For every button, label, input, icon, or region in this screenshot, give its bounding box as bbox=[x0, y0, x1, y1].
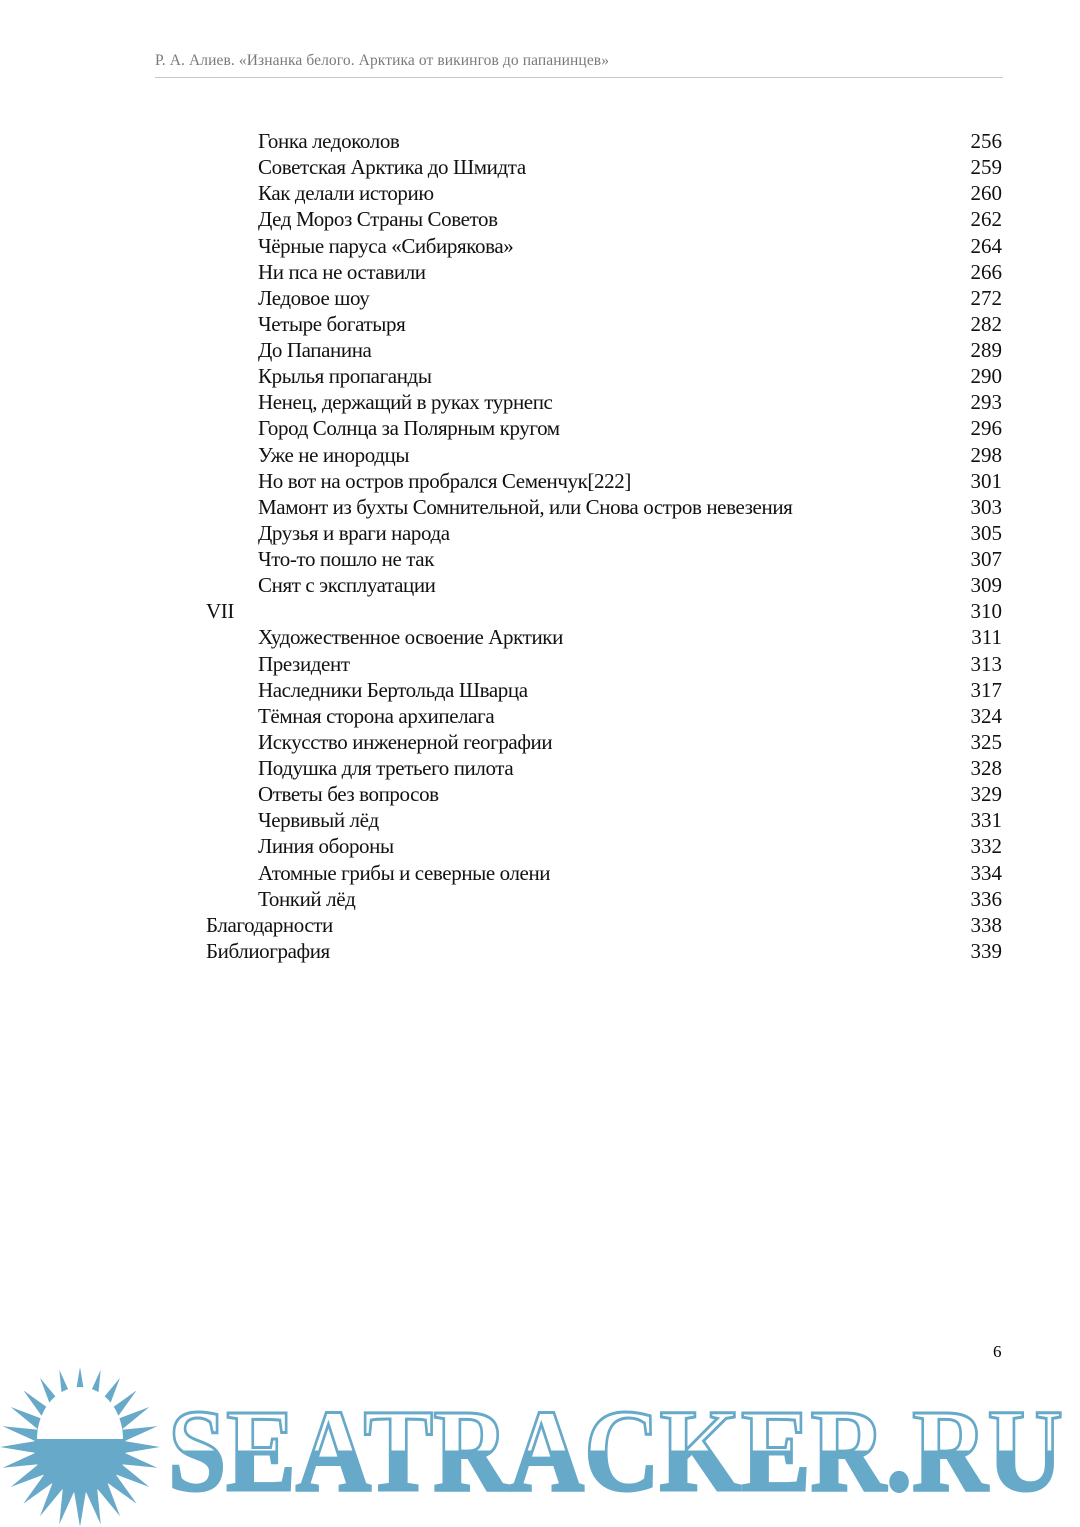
toc-entry[interactable] bbox=[0, 520, 1080, 546]
running-header: Р. А. Алиев. «Изнанка белого. Арктика от викингов до папанинцев» bbox=[155, 52, 610, 69]
toc-entry-page: 310 bbox=[970, 599, 1002, 624]
toc-entry-page: 256 bbox=[970, 129, 1002, 153]
sun-icon bbox=[0, 1368, 160, 1527]
toc-entry-title: Четыре богатыря bbox=[258, 311, 406, 336]
toc-entry[interactable] bbox=[0, 833, 1080, 859]
toc-entry-page: 307 bbox=[970, 547, 1002, 571]
table-of-contents bbox=[0, 128, 1080, 964]
toc-entry-page: 332 bbox=[970, 834, 1002, 859]
toc-entry-title: Тонкий лёд bbox=[258, 886, 356, 911]
toc-entry-title: VII bbox=[206, 599, 234, 624]
toc-entry-page: 313 bbox=[970, 651, 1002, 676]
toc-entry-title: Уже не инородцы bbox=[258, 442, 410, 467]
toc-entry-page: 296 bbox=[970, 416, 1002, 441]
toc-entry-title: Ни пса не оставили bbox=[258, 259, 426, 284]
toc-entry-title: Библиография bbox=[206, 938, 330, 963]
toc-entry-page: 282 bbox=[970, 311, 1002, 336]
toc-entry-page: 301 bbox=[970, 468, 1002, 493]
toc-entry[interactable] bbox=[0, 755, 1080, 781]
toc-entry-page: 298 bbox=[970, 442, 1002, 467]
toc-entry-title: Советская Арктика до Шмидта bbox=[258, 155, 526, 180]
toc-entry[interactable] bbox=[0, 703, 1080, 729]
toc-entry[interactable] bbox=[0, 807, 1080, 833]
toc-entry[interactable] bbox=[0, 651, 1080, 677]
seatracker-watermark-logo bbox=[0, 1368, 1080, 1527]
toc-entry[interactable] bbox=[0, 598, 1080, 624]
toc-entry-page: 272 bbox=[970, 285, 1002, 310]
toc-entry-title: Линия обороны bbox=[258, 834, 394, 859]
toc-entry[interactable] bbox=[0, 886, 1080, 912]
toc-entry-page: 317 bbox=[970, 677, 1002, 702]
toc-entry-title: Искусство инженерной географии bbox=[258, 729, 553, 754]
toc-entry-title: Снят с эксплуатации bbox=[258, 573, 436, 598]
page-number: 6 bbox=[993, 1342, 1002, 1361]
toc-entry-page: 338 bbox=[970, 912, 1002, 937]
toc-entry-title: Как делали историю bbox=[258, 181, 434, 206]
toc-entry-title: Дед Мороз Страны Советов bbox=[258, 207, 498, 232]
toc-entry[interactable] bbox=[0, 860, 1080, 886]
toc-entry[interactable] bbox=[0, 729, 1080, 755]
toc-entry[interactable] bbox=[0, 311, 1080, 337]
toc-entry[interactable] bbox=[0, 468, 1080, 494]
toc-entry-page: 303 bbox=[970, 494, 1002, 519]
toc-entry[interactable] bbox=[0, 259, 1080, 285]
toc-entry-page: 325 bbox=[970, 729, 1002, 754]
toc-entry-page: 266 bbox=[970, 259, 1002, 284]
toc-entry-title: Чёрные паруса «Сибирякова» bbox=[258, 233, 514, 258]
toc-entry-page: 262 bbox=[970, 207, 1002, 232]
toc-entry-title: Художественное освоение Арктики bbox=[258, 625, 563, 650]
toc-entry[interactable] bbox=[0, 781, 1080, 807]
toc-entry-page: 309 bbox=[970, 573, 1002, 598]
toc-entry[interactable] bbox=[0, 363, 1080, 389]
toc-entry-title: Тёмная сторона архипелага bbox=[258, 703, 495, 728]
watermark-text: SEATRACKER.RU bbox=[168, 1385, 1063, 1516]
toc-entry-title: Город Солнца за Полярным кругом bbox=[258, 416, 560, 441]
toc-entry-title: Благодарности bbox=[206, 912, 333, 937]
toc-entry-page: 259 bbox=[970, 155, 1002, 180]
toc-entry[interactable] bbox=[0, 233, 1080, 259]
toc-entry-page: 264 bbox=[970, 233, 1002, 258]
toc-entry[interactable] bbox=[0, 677, 1080, 703]
toc-entry-page: 329 bbox=[970, 782, 1002, 807]
toc-entry[interactable] bbox=[0, 938, 1080, 964]
toc-entry-page: 293 bbox=[970, 390, 1002, 415]
toc-entry-page: 290 bbox=[970, 364, 1002, 389]
toc-entry-page: 289 bbox=[970, 338, 1002, 362]
toc-entry-title: Атомные грибы и северные олени bbox=[258, 860, 551, 885]
toc-entry[interactable] bbox=[0, 494, 1080, 520]
toc-entry[interactable] bbox=[0, 180, 1080, 206]
toc-entry-title: Что-то пошло не так bbox=[258, 547, 434, 571]
toc-entry[interactable] bbox=[0, 572, 1080, 598]
toc-entry[interactable] bbox=[0, 415, 1080, 441]
toc-entry-title: Ледовое шоу bbox=[258, 285, 370, 310]
toc-entry-page: 305 bbox=[970, 520, 1002, 545]
toc-entry[interactable] bbox=[0, 442, 1080, 468]
toc-entry[interactable] bbox=[0, 285, 1080, 311]
toc-entry-title: Мамонт из бухты Сомнительной, или Снова остров невезения bbox=[258, 494, 793, 519]
toc-entry-title: Подушка для третьего пилота bbox=[258, 756, 514, 780]
toc-entry[interactable] bbox=[0, 389, 1080, 415]
toc-entry[interactable] bbox=[0, 154, 1080, 180]
toc-entry-page: 311 bbox=[971, 625, 1002, 650]
toc-entry[interactable] bbox=[0, 337, 1080, 363]
header-divider bbox=[155, 77, 1003, 78]
toc-entry-title: Ответы без вопросов bbox=[258, 782, 439, 807]
toc-entry-page: 324 bbox=[970, 703, 1002, 728]
toc-entry-title: Гонка ледоколов bbox=[258, 129, 400, 153]
toc-entry-title: Но вот на остров пробрался Семенчук[222] bbox=[258, 468, 631, 493]
toc-entry-title: Ненец, держащий в руках турнепс bbox=[258, 390, 553, 415]
toc-entry-page: 328 bbox=[970, 756, 1002, 780]
toc-entry-title: Крылья пропаганды bbox=[258, 364, 432, 389]
toc-entry-title: Друзья и враги народа bbox=[258, 520, 450, 545]
toc-entry[interactable] bbox=[0, 624, 1080, 650]
toc-entry-page: 331 bbox=[970, 808, 1002, 833]
toc-entry[interactable] bbox=[0, 912, 1080, 938]
toc-entry-page: 339 bbox=[970, 938, 1002, 963]
toc-entry-title: Президент bbox=[258, 651, 350, 676]
toc-entry-title: До Папанина bbox=[258, 338, 372, 362]
toc-entry[interactable] bbox=[0, 546, 1080, 572]
toc-entry-page: 334 bbox=[970, 860, 1002, 885]
toc-entry-title: Наследники Бертольда Шварца bbox=[258, 677, 528, 702]
toc-entry-page: 336 bbox=[970, 886, 1002, 911]
toc-entry-title: Червивый лёд bbox=[258, 808, 379, 833]
toc-entry-page: 260 bbox=[970, 181, 1002, 206]
toc-entry[interactable] bbox=[0, 206, 1080, 232]
toc-entry[interactable] bbox=[0, 128, 1080, 154]
